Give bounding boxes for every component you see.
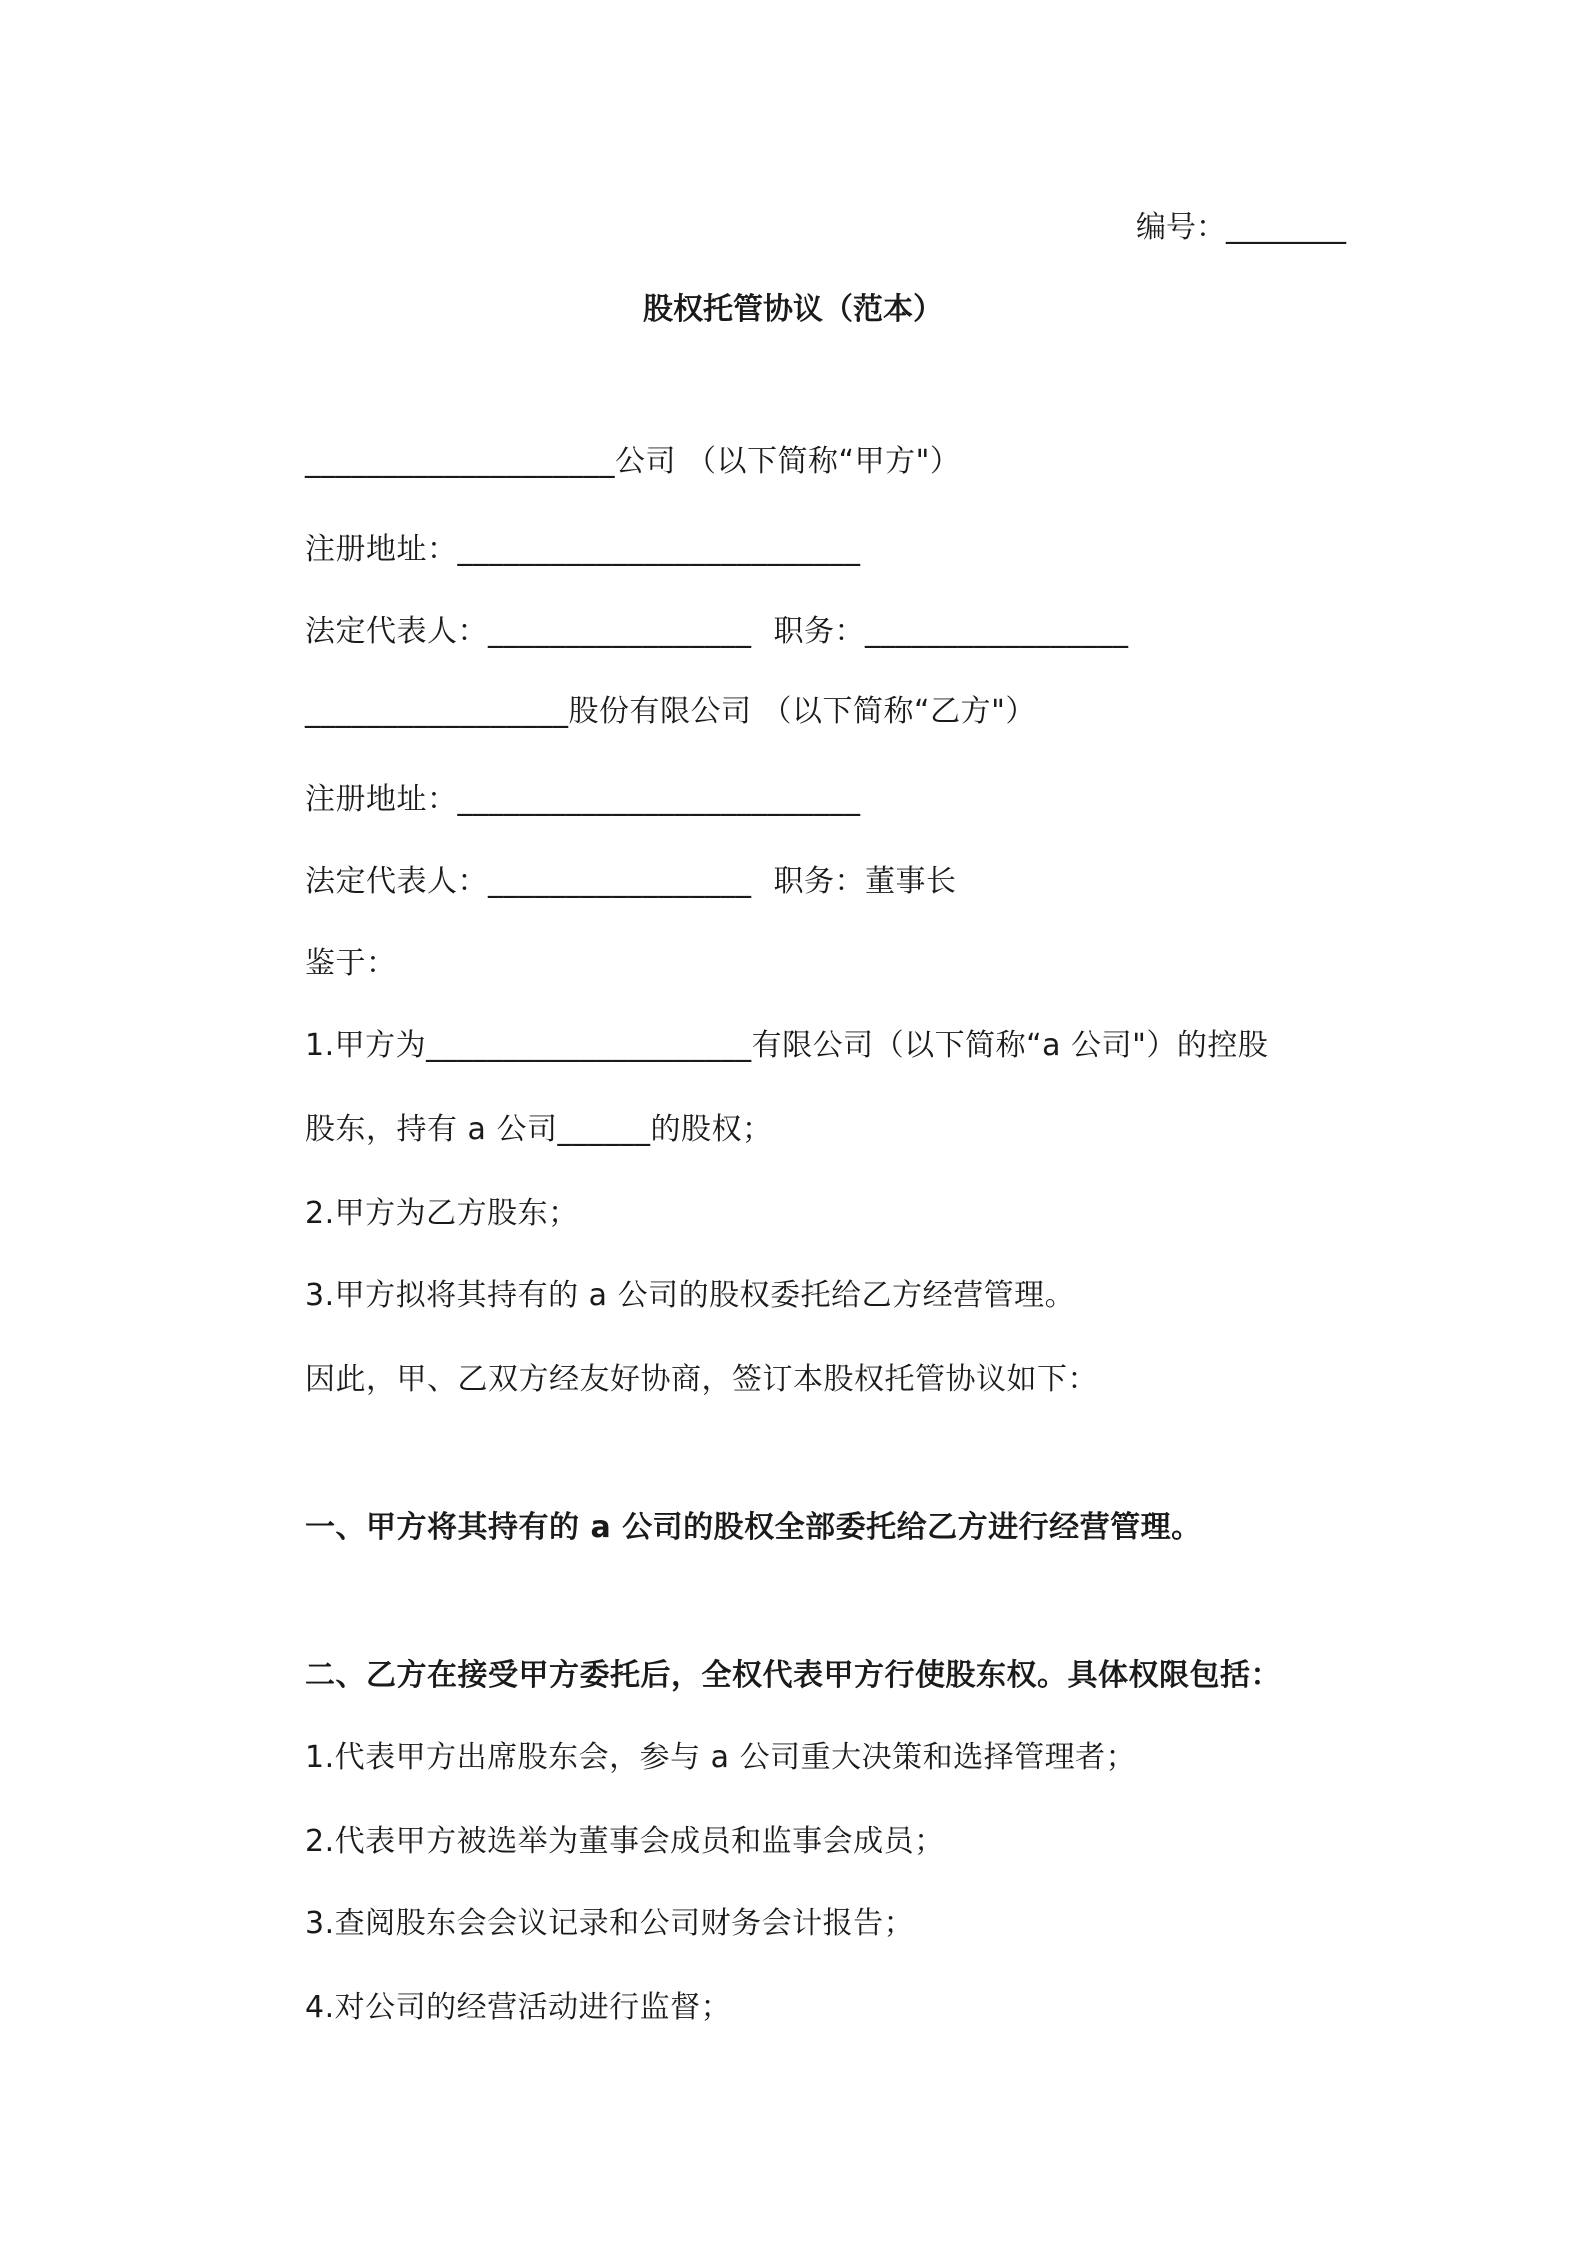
party-b-rep: 法定代表人：_________________ [305,864,752,899]
recitals-conclusion: 因此，甲、乙双方经友好协商，签订本股权托管协议如下： [305,1362,1098,1397]
party-a-rep-row [305,612,1129,652]
list-item: 3.查阅股东会会议记录和公司财务会计报告； [305,1906,915,1941]
recital-item-2: 2.甲方为乙方股东； [305,1196,579,1231]
party-b-address: 注册地址：__________________________ [305,782,861,817]
recital-item-1-line-2: 股东，持有 a 公司______的股权； [305,1112,773,1147]
party-b-name-line: _________________股份有限公司 （以下简称“乙方"） [305,694,1036,729]
recital-item-3: 3.甲方拟将其持有的 a 公司的股权委托给乙方经营管理。 [305,1278,1076,1313]
list-item: 1.代表甲方出席股东会，参与 a 公司重大决策和选择管理者； [305,1740,1137,1775]
list-item: 2.代表甲方被选举为董事会成员和监事会成员； [305,1824,945,1859]
article-2-heading: 二、乙方在接受甲方委托后，全权代表甲方行使股东权。具体权限包括： [305,1658,1281,1693]
document-title: 股权托管协议（范本） [643,292,943,327]
list-item: 4.对公司的经营活动进行监督； [305,1990,732,2025]
party-a-position: 职务：_________________ [773,614,1129,649]
party-a-rep: 法定代表人：_________________ [305,614,752,649]
article-1-heading: 一、甲方将其持有的 a 公司的股权全部委托给乙方进行经营管理。 [305,1510,1202,1545]
recitals-intro: 鉴于： [305,946,397,981]
recital-item-1-line-1: 1.甲方为_____________________有限公司（以下简称“a 公司"）的控股 [305,1028,1269,1063]
party-a-name-line: ____________________公司 （以下简称“甲方"） [305,444,961,479]
party-a-address: 注册地址：__________________________ [305,532,861,567]
serial-number: 编号：________ [1136,210,1346,245]
party-b-rep-row [305,862,957,902]
party-b-position: 职务：董事长 [773,864,957,899]
